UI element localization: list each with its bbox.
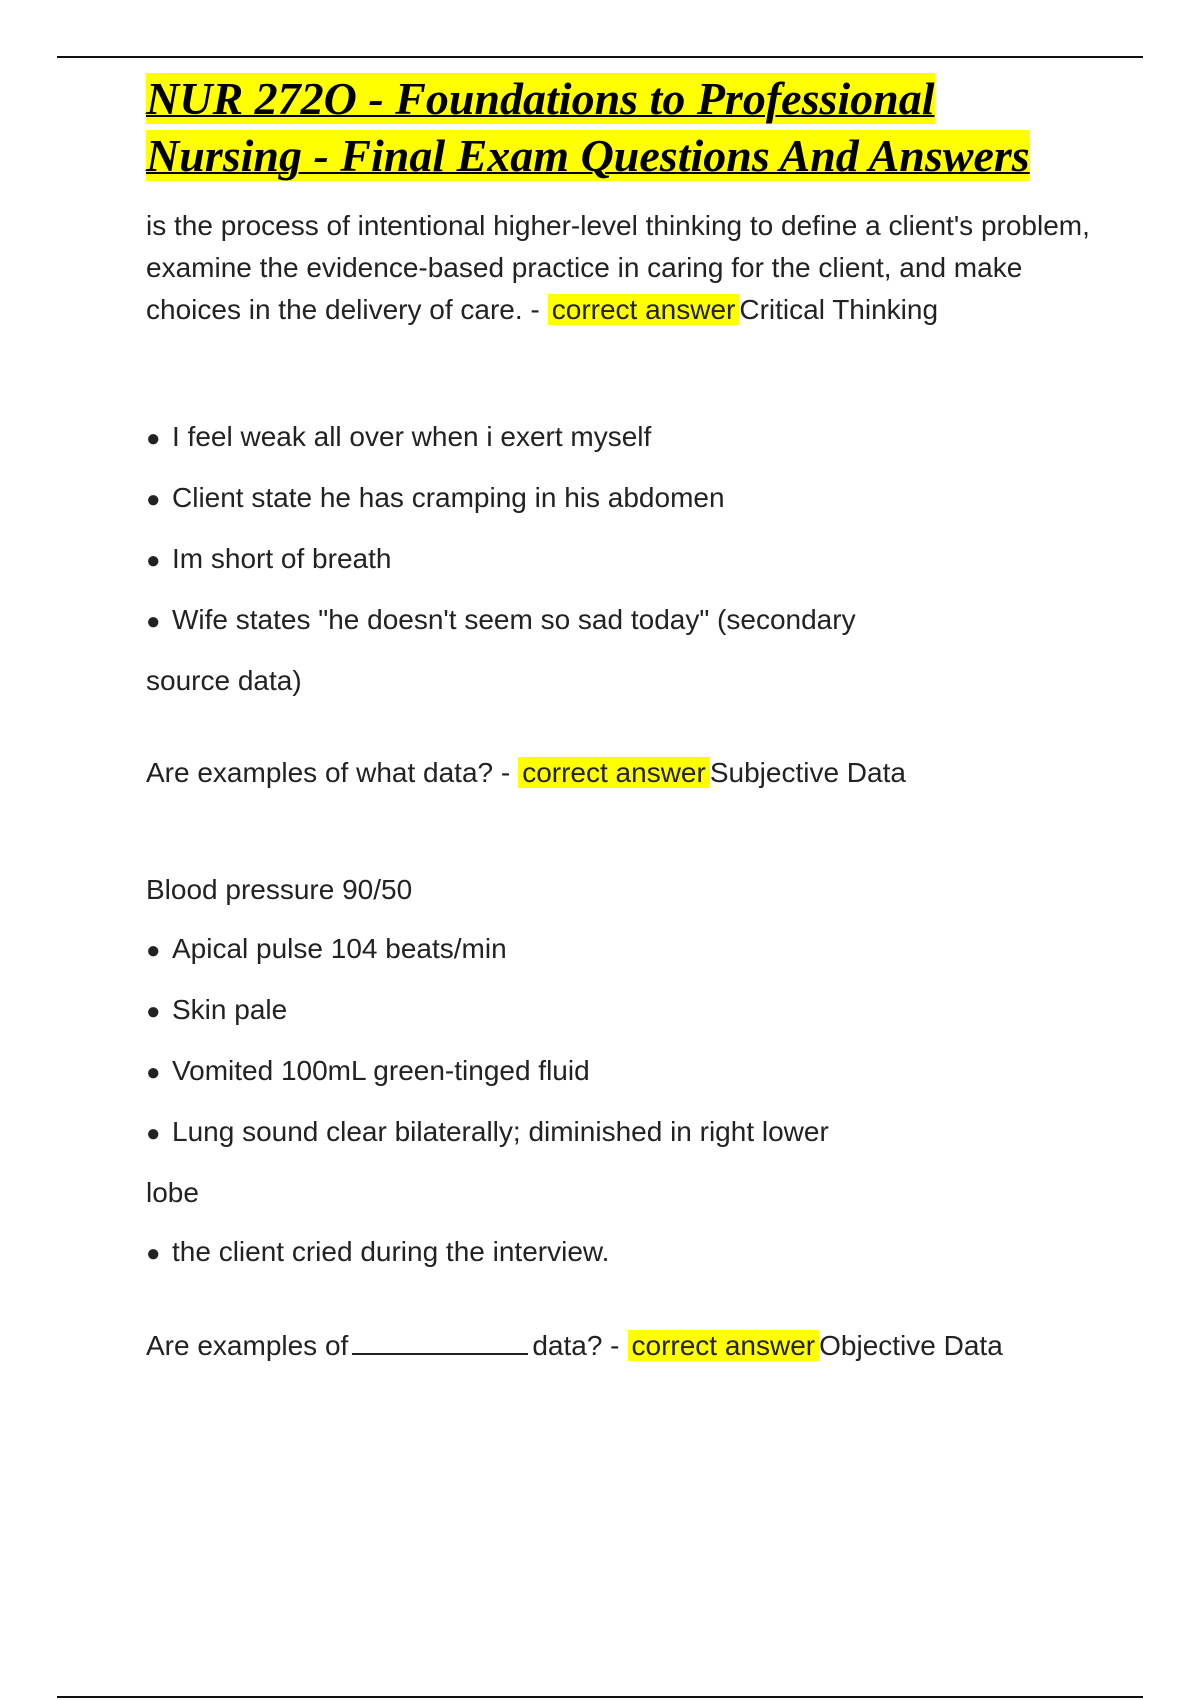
- fill-in-blank: [352, 1327, 528, 1355]
- bullet-icon: ●: [146, 608, 161, 635]
- question-text-after-blank: data? -: [532, 1330, 620, 1361]
- list-item: [146, 1231, 1106, 1275]
- list-item-text: I feel weak all over when i exert myself: [172, 421, 652, 452]
- list-item-continuation: [146, 660, 1106, 702]
- list-item-text: Apical pulse 104 beats/min: [172, 933, 507, 964]
- list-item: [146, 1050, 1106, 1094]
- answer-text: Subjective Data: [709, 757, 906, 788]
- list-item-continuation: [146, 1172, 1106, 1214]
- continuation-text: source data): [146, 665, 302, 696]
- bullet-icon: ●: [146, 547, 161, 574]
- question-text: is the process of intentional higher-level thinking to define a client's problem, examine the evidence-based practice in caring for the client, and make choices in the delivery of care. -: [146, 210, 1090, 325]
- top-rule: [57, 56, 1143, 58]
- list-item-text: Wife states "he doesn't seem so sad today" (secondary: [172, 604, 856, 635]
- question-critical-thinking: [146, 205, 1106, 331]
- bullet-icon: ●: [146, 486, 161, 513]
- objective-examples-list: [146, 869, 1106, 1275]
- question-text-before-blank: Are examples of: [146, 1330, 349, 1361]
- question-subjective-data: [146, 752, 1106, 794]
- bullet-icon: ●: [146, 937, 161, 964]
- document-title: [146, 70, 1106, 184]
- list-item-text: Client state he has cramping in his abdomen: [172, 482, 725, 513]
- list-item: [146, 477, 1106, 521]
- title-line-2: Nursing - Final Exam Questions And Answers: [146, 130, 1030, 181]
- list-item: [146, 538, 1106, 582]
- subjective-examples-list: [146, 416, 1106, 702]
- list-item: [146, 928, 1106, 972]
- list-item: [146, 599, 1106, 643]
- list-item-text: Lung sound clear bilaterally; diminished in right lower: [172, 1116, 829, 1147]
- list-item-text: the client cried during the interview.: [172, 1236, 610, 1267]
- title-line-1: NUR 272O - Foundations to Professional: [146, 73, 935, 124]
- question-objective-data: [146, 1325, 1106, 1367]
- list-item: [146, 989, 1106, 1033]
- answer-text: Critical Thinking: [739, 294, 939, 325]
- correct-answer-highlight: correct answer: [518, 757, 710, 788]
- bullet-icon: ●: [146, 1120, 161, 1147]
- list-item-text: Skin pale: [172, 994, 288, 1025]
- list-item-intro: [146, 869, 1106, 911]
- list-item-text: Im short of breath: [172, 543, 392, 574]
- bullet-icon: ●: [146, 425, 161, 452]
- bullet-icon: ●: [146, 1240, 161, 1267]
- correct-answer-highlight: correct answer: [628, 1330, 820, 1361]
- list-item: [146, 1111, 1106, 1155]
- continuation-text: lobe: [146, 1177, 199, 1208]
- bullet-icon: ●: [146, 998, 161, 1025]
- question-text: Are examples of what data? -: [146, 757, 511, 788]
- intro-text: Blood pressure 90/50: [146, 874, 413, 905]
- list-item-text: Vomited 100mL green-tinged fluid: [172, 1055, 590, 1086]
- document-body: [146, 70, 1106, 1367]
- answer-text: Objective Data: [819, 1330, 1003, 1361]
- correct-answer-highlight: correct answer: [548, 294, 740, 325]
- bullet-icon: ●: [146, 1059, 161, 1086]
- bottom-rule: [57, 1696, 1143, 1698]
- list-item: [146, 416, 1106, 460]
